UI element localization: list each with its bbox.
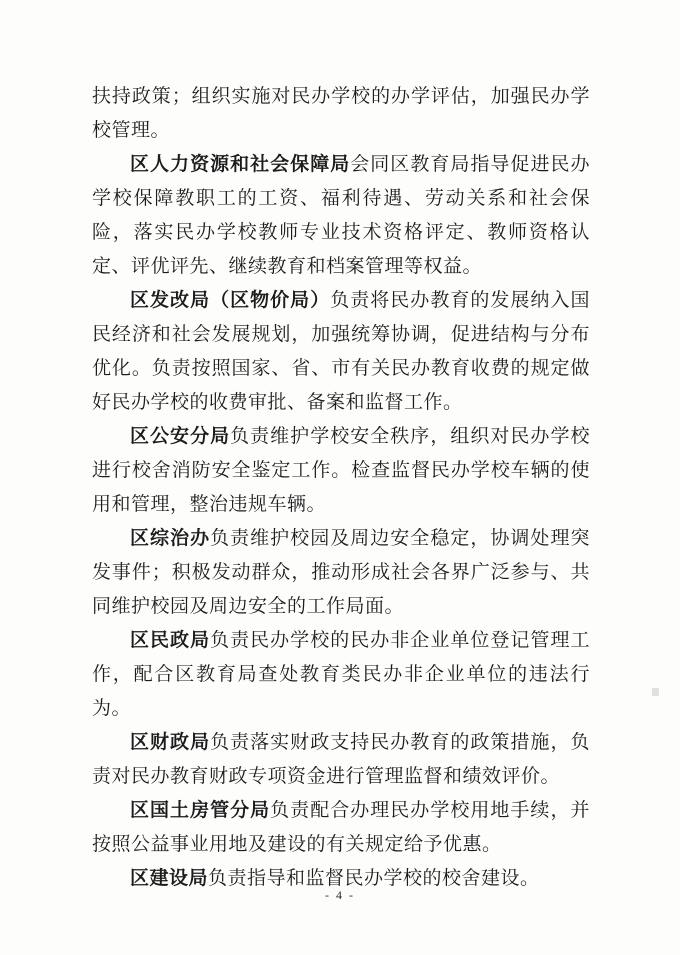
- paragraph-lead: 区公安分局: [130, 426, 231, 447]
- paragraph-lead: 区建设局: [130, 868, 209, 889]
- paragraph-text: 负责指导和监督民办学校的校舍建设。: [208, 868, 540, 889]
- paragraph-lead: 区人力资源和社会保障局: [130, 154, 351, 175]
- paragraph-lead: 区综治办: [130, 528, 211, 549]
- paragraph-comprehensive-management-office: [92, 522, 590, 624]
- paragraph-civil-affairs-bureau: [92, 624, 590, 726]
- paragraph-text: 会同区教育局指导促进民办学校保障教职工的工资、福利待遇、劳动关系和社会保险，落实民办学校教师专业技术资格评定、教师资格认定、评优评先、继续教育和档案管理等权益。: [92, 154, 590, 277]
- paragraph-lead: 区发改局（区物价局）: [130, 290, 331, 311]
- paragraph-lead: 区国土房管分局: [130, 800, 271, 821]
- document-body: [92, 80, 590, 896]
- paragraph-finance-bureau: [92, 726, 590, 794]
- scan-artifact: [652, 688, 659, 696]
- paragraph-development-reform-bureau: [92, 284, 590, 420]
- paragraph-text: 扶持政策；组织实施对民办学校的办学评估，加强民办学校管理。: [92, 86, 590, 141]
- paragraph-text: 负责民办学校的民办非企业单位登记管理工作，配合区教育局查处教育类民办非企业单位的违法行为。: [92, 630, 590, 719]
- paragraph-text: 负责配合办理民办学校用地手续，并按照公益事业用地及建设的有关规定给予优惠。: [92, 800, 590, 855]
- page-number: - 4 -: [325, 888, 355, 902]
- paragraph-lead: 区财政局: [130, 732, 211, 753]
- paragraph-public-security-branch: [92, 420, 590, 522]
- paragraph-land-housing-branch: [92, 794, 590, 862]
- paragraph-lead: 区民政局: [130, 630, 211, 651]
- paragraph-text: 负责维护校园及周边安全稳定，协调处理突发事件；积极发动群众，推动形成社会各界广泛参与、共同维护校园及周边安全的工作局面。: [92, 528, 590, 617]
- paragraph-text: 负责落实财政支持民办教育的政策措施，负责对民办教育财政专项资金进行管理监督和绩效评价。: [92, 732, 590, 787]
- paragraph-text: 负责维护学校安全秩序，组织对民办学校进行校舍消防安全鉴定工作。检查监督民办学校车辆的使用和管理，整治违规车辆。: [92, 426, 590, 515]
- paragraph-continuation: [92, 80, 590, 148]
- paragraph-text: 负责将民办教育的发展纳入国民经济和社会发展规划，加强统筹协调，促进结构与分布优化。负责按照国家、省、市有关民办教育收费的规定做好民办学校的收费审批、备案和监督工作。: [92, 290, 590, 413]
- paragraph-hr-social-security-bureau: [92, 148, 590, 284]
